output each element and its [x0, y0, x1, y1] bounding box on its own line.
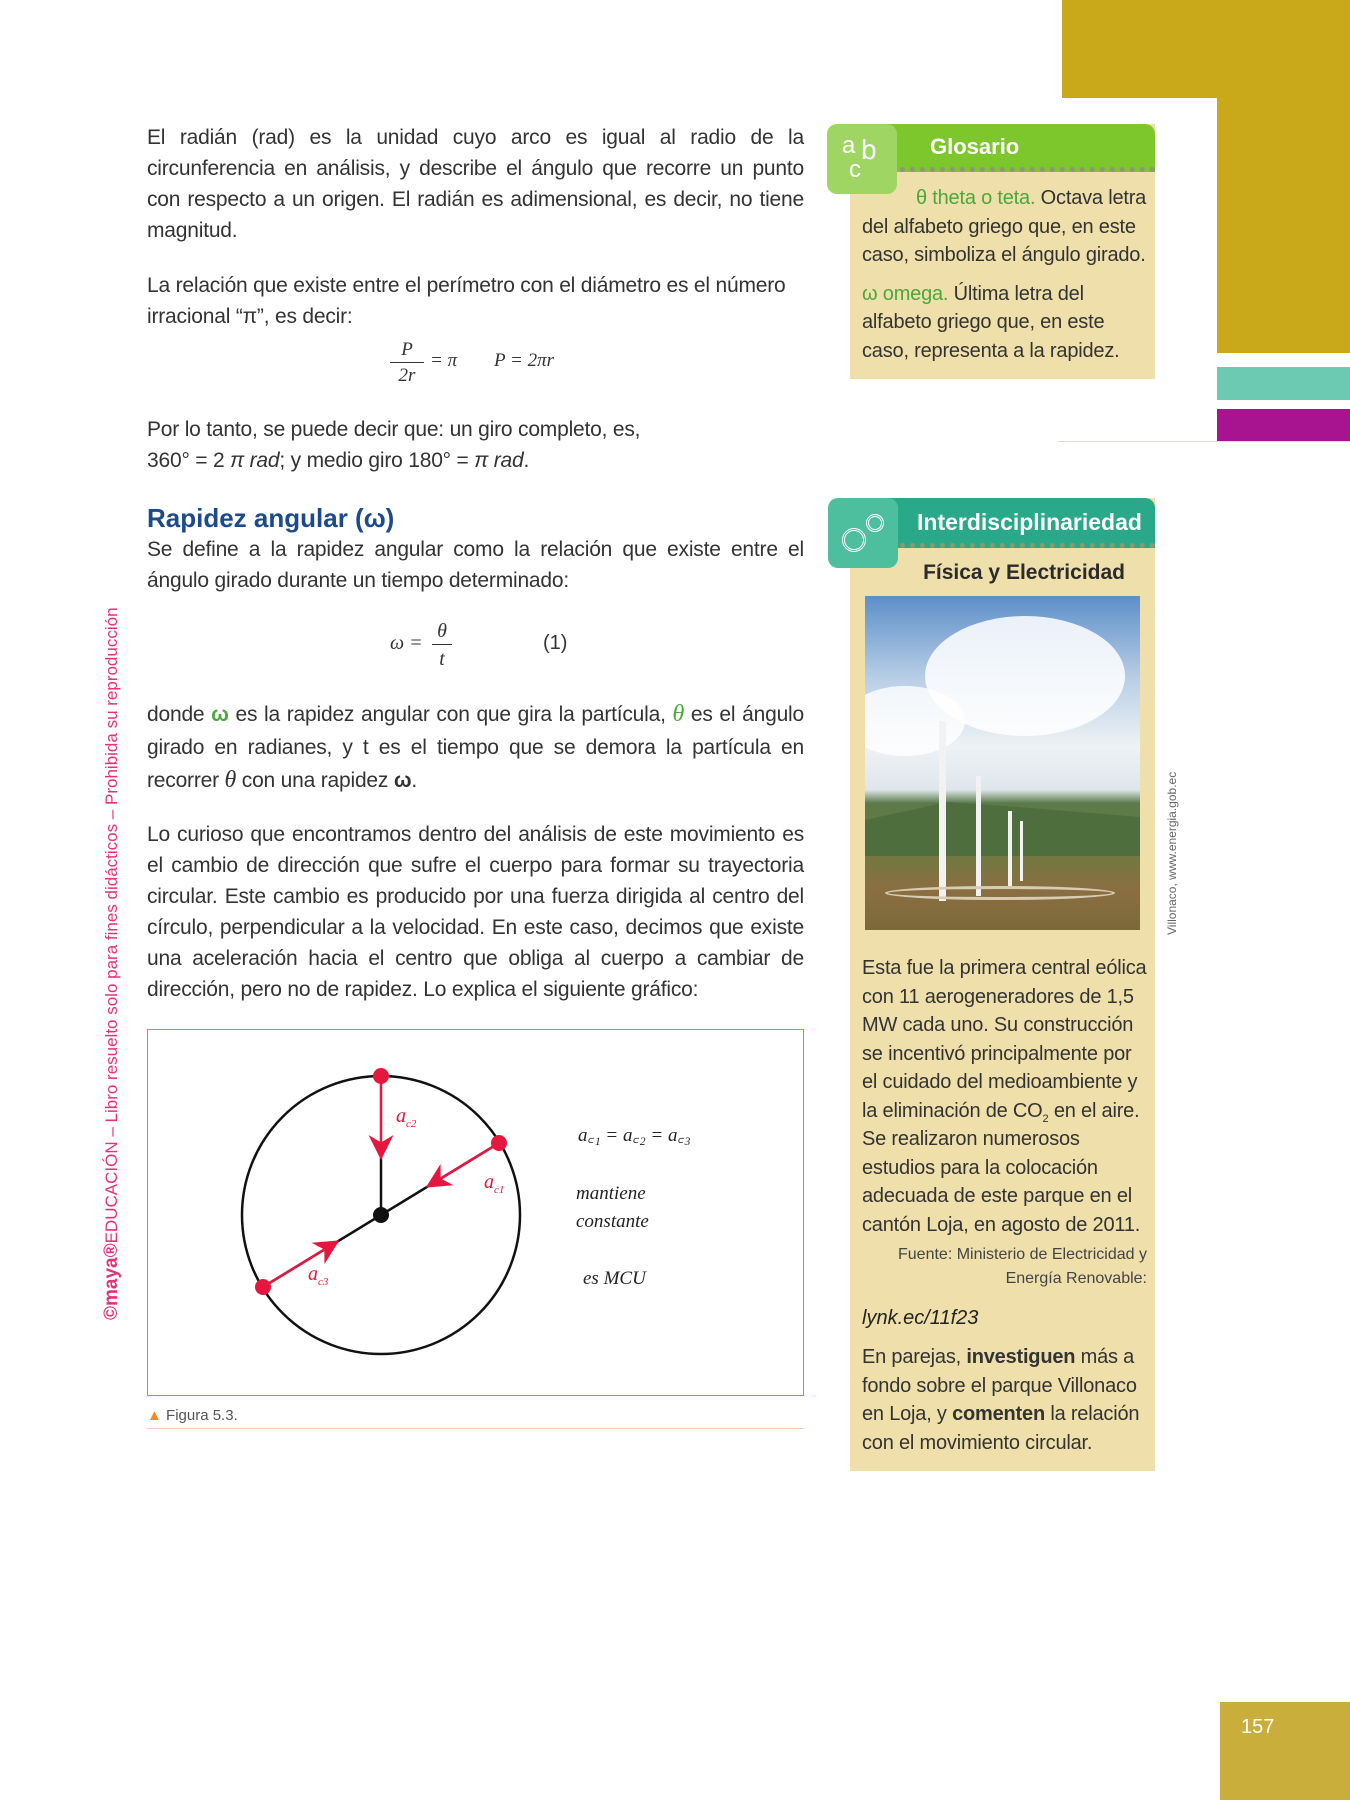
circular-motion-diagram [147, 1029, 804, 1396]
glossary-entry-theta: θ theta o teta. Octava letra del alfabeto griego que, en este caso, simboliza el ángulo girado. [862, 187, 1147, 266]
divider [1058, 441, 1350, 442]
paragraph-pi: La relación que existe entre el perímetro con el diámetro es el número irracional “π”, es decir: [147, 274, 786, 328]
text-constante: constante [576, 1211, 649, 1232]
text-es-mcu: es MCU [583, 1268, 646, 1289]
brand-logo: ©maya® [101, 1243, 122, 1320]
activity-instructions: En parejas, investiguen más a fondo sobre el parque Villonaco en Loja, y comenten la relación con el movimiento circular. [862, 1346, 1140, 1454]
formula-angular-speed: ω = θ t (1) [390, 620, 568, 670]
interdisciplinary-header: Interdisciplinariedad [850, 498, 1155, 548]
equation-equal-accelerations: a꜀₁ = a꜀₂ = a꜀₃ [578, 1125, 691, 1146]
corner-gold-strip [1217, 0, 1350, 353]
label-ac1: $a_{c1}$ [484, 1171, 505, 1196]
interdisciplinary-subtitle: Física y Electricidad [923, 561, 1125, 584]
paragraph-full-turn: Por lo tanto, se puede decir que: un giro completo, es, 360° = 2 π rad; y medio giro 180° = π rad. [147, 418, 641, 472]
particle-top [373, 1068, 389, 1084]
source-note: Fuente: Ministerio de Electricidad y Energía Renovable: [898, 1246, 1147, 1287]
page-number-box [1220, 1702, 1350, 1800]
formula-pi [390, 338, 804, 394]
section-heading: Rapidez angular (ω) [147, 503, 395, 533]
paragraph-direction-change: Lo curioso que encontramos dentro del análisis de este movimiento es el cambio de dirección que sufre el cuerpo para formar su trayectoria circular. Este cambio es producido por una fuerza dirigida al centro del círculo, perpendicular a la velocidad. En este caso, decimos que existe una aceleración hacia el centro que obliga al cuerpo a cambiar de dirección, pero no de rapidez. Lo explica el siguiente gráfico: [147, 823, 804, 1001]
wind-farm-photo [865, 596, 1140, 930]
particle-right [491, 1135, 507, 1151]
triangle-icon: ▲ [147, 1407, 162, 1424]
main-column [147, 122, 804, 1429]
interdisciplinary-box [850, 498, 1155, 1471]
paragraph-where: donde ω es la rapidez angular con que gira la partícula, θ es el ángulo girado en radianes, y t es el tiempo que se demora la partícula en recorrer θ con una rapidez ω. [147, 701, 805, 793]
corner-magenta-strip [1217, 409, 1350, 441]
glossary-entry-omega: ω omega. Última letra del alfabeto griego que, en este caso, representa a la rapidez. [862, 282, 1120, 362]
text-mantiene: mantiene [576, 1183, 646, 1204]
glossary-header: Glosario [850, 124, 1155, 172]
formula-perimeter: P = 2πr [494, 350, 554, 371]
corner-teal-strip [1217, 367, 1350, 400]
copyright-note: ©maya®EDUCACIÓN – Libro resuelto solo para fines didácticos – Prohibida su reproducción [101, 607, 122, 1320]
target-circles-icon [828, 498, 898, 568]
fraction-denominator: 2r [398, 365, 416, 386]
equation-number: (1) [543, 632, 568, 654]
fraction-numerator: P [390, 338, 424, 363]
paragraph-definition: Se define a la rapidez angular como la relación que existe entre el ángulo girado durante un tiempo determinado: [147, 538, 804, 592]
glossary-icon: a b c [827, 124, 897, 194]
figure-caption: ▲ Figura 5.3. [147, 1406, 804, 1429]
figure-box [147, 1029, 804, 1396]
formula-equals-pi: = π [430, 350, 458, 371]
particle-left [255, 1279, 271, 1295]
photo-credit: Villonaco, www.energia.gob.ec [1165, 771, 1179, 935]
paragraph-radian: El radián (rad) es la unidad cuyo arco es igual al radio de la circunferencia en análisis, y describe el ángulo que recorre un punto con respecto a un origen. El radián es adimensional, es decir, no tiene magnitud. [147, 126, 804, 242]
center-point [373, 1207, 389, 1223]
label-ac3: $a_{c3}$ [308, 1263, 329, 1288]
label-ac2: $a_{c2}$ [396, 1105, 417, 1130]
resource-link[interactable]: lynk.ec/11f23 [862, 1307, 979, 1329]
wind-farm-description: Esta fue la primera central eólica con 11 aerogeneradores de 1,5 MW cada uno. Su construcción se incentivó principalmente por el cuidado del medioambiente y la eliminación de $CO_2$ en el aire. Se realizaron numerosos estudios para la colocación adecuada de este parque en el cantón Loja, en agosto de 2011. [862, 957, 1147, 1236]
page-number: 157 [1241, 1716, 1275, 1738]
